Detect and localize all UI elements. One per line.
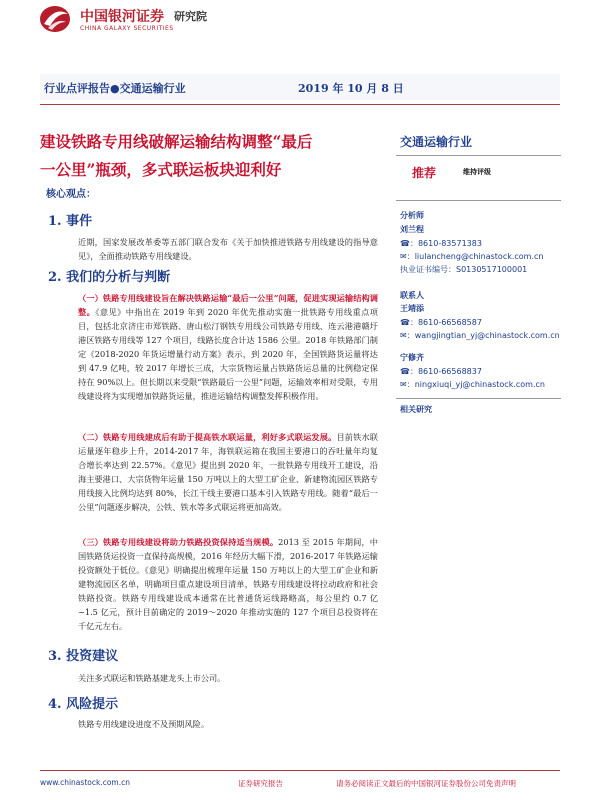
- section-1-title: 1. 事件: [48, 214, 93, 229]
- section-4-body: 铁路专用线建设进度不及预期风险。: [78, 719, 210, 729]
- galaxy-logo-icon: [38, 4, 72, 34]
- section-2-para-3: [78, 535, 378, 633]
- contact-1-phone: ☎：8610-66568587: [400, 318, 482, 327]
- section-2-title: 2. 我们的分析与判断: [48, 270, 171, 285]
- analyst-name: 刘兰程: [400, 224, 424, 234]
- report-type: 行业点评报告●交通运输行业: [44, 82, 186, 95]
- rating-value: 推荐: [412, 166, 437, 180]
- para-1-text: 《意见》中指出在 2019 年到 2020 年优先推动实施一批铁路专用线重点项目，包括北京济庄市郑铁路、唐山松汀钢铁专用线公司铁路专用线、连云港港赣圩港区铁路专用线等 127 个项目，线路长度合计达 1586 公里。2018 年铁路部门制定《2018-2020 年货运增量行动方案》表示，到 2020 年，全国铁路货运量将达到 47.9 亿吨，较 2017 年增长三成，大宗货物运量占铁路货运总量的比例稳定保持在 90%以上。但长期以来受限“铁路最后一公里”问题，运输效率相对受限，专用线建设将为实现增加铁路货运量，推进运输结构调整发挥积极作用。: [78, 307, 378, 401]
- footer-website-link[interactable]: www.chinastock.com.cn: [40, 778, 130, 787]
- footer-divider: [40, 770, 560, 771]
- para-2-text: 目前铁水联运量逐年稳步上升，2014-2017 年，海铁联运箱在我国主要港口的吞吐量年均复合增长率达到 22.57%。《意见》提出到 2020 年，一批铁路专用线开工建设，沿海主要港口、大宗货物年运量 150 万吨以上的大型工矿企业、新建物流园区铁路专用线接入比例均达到 80%，长江干线主要港口基本引入铁路专用线。随着“最后一公里”问题逐步解决，公铁、铁水等多式联运将更加高效。: [78, 432, 378, 512]
- brand-name-cn: 中国银河证券: [80, 9, 164, 25]
- section-2-para-2: [78, 430, 378, 514]
- sidebar-divider: [396, 200, 561, 201]
- report-title: [40, 128, 380, 184]
- analyst-label: 分析师: [400, 210, 424, 220]
- header-divider: [40, 104, 560, 105]
- footer-disclaimer: 请务必阅读正文最后的中国银河证券股份公司免责声明: [336, 779, 516, 788]
- core-viewpoint-label: 核心观点：: [46, 189, 96, 200]
- related-research-label: 相关研究: [400, 404, 432, 414]
- title-line-2: 一公里”瓶颈，多式联运板块迎利好: [40, 160, 282, 179]
- section-2-para-1: [78, 291, 378, 403]
- contact-2-email[interactable]: ✉：ningxiuqi_yj@chinastock.com.cn: [400, 380, 545, 389]
- para-2-heading: （二）铁路专用线建成后有助于提高铁水联运量，利好多式联运发展。: [78, 432, 337, 442]
- para-3-text: 2013 至 2015 年期间，中国铁路货运投资一直保持高规模，2016 年经历大幅下滑，2016-2017 年铁路运输投资额处于低位。《意见》明确提出梳理年运量 150 万吨以上的大型工矿企业和新建物流园区名单，明确项目重点建设项目清单，铁路专用线建设将拉动政府和社会铁路投资。铁路专用线建设成本通常在比普通货运线路略高，每公里约 0.7 亿~1.5 亿元，预计目前确定的 2019～2020 年推动实施的 127 个项目总投资将在千亿元左右。: [78, 537, 378, 631]
- contact-2-phone: ☎：8610-66568837: [400, 367, 482, 376]
- rating-label: 维持评级: [463, 167, 491, 176]
- analyst-cert: 执业证书编号：S0130517100001: [400, 265, 528, 274]
- title-line-1: 建设铁路专用线破解运输结构调整“最后: [40, 132, 313, 151]
- brand-subtitle: 研究院: [174, 10, 207, 23]
- para-3-heading: （三）铁路专用线建设将助力铁路投资保持适当规模。: [78, 537, 279, 547]
- sidebar-divider: [396, 155, 561, 156]
- contact-2-name: 宁修齐: [400, 352, 424, 362]
- report-date: 2019 年 10 月 8 日: [298, 82, 404, 95]
- sidebar-divider: [396, 398, 561, 399]
- section-3-title: 3. 投资建议: [48, 649, 119, 664]
- para-1-heading: （一）铁路专用线建设旨在解决铁路运输“最后一公里”问题，促进实现运输结构调整。: [78, 293, 378, 317]
- section-4-title: 4. 风险提示: [48, 697, 119, 712]
- contact-1-email[interactable]: ✉：wangjingtian_yj@chinastock.com.cn: [400, 331, 560, 340]
- contact-1-name: 王靖添: [400, 303, 424, 313]
- contact-label: 联系人: [400, 290, 424, 300]
- analyst-email[interactable]: ✉：liulancheng@chinastock.com.cn: [400, 252, 544, 261]
- section-3-body: 关注多式联运和铁路基建龙头上市公司。: [78, 673, 226, 683]
- sidebar-industry: 交通运输行业: [400, 135, 473, 149]
- footer-report-label: 证券研究报告: [238, 779, 283, 788]
- analyst-phone: ☎：8610-83571383: [400, 239, 482, 248]
- brand-name-en: CHINA GALAXY SECURITIES: [80, 25, 174, 32]
- section-1-body: 近期，国家发展改革委等五部门联合发布《关于加快推进铁路专用线建设的指导意见》，全面推动铁路专用线建设。: [78, 237, 378, 261]
